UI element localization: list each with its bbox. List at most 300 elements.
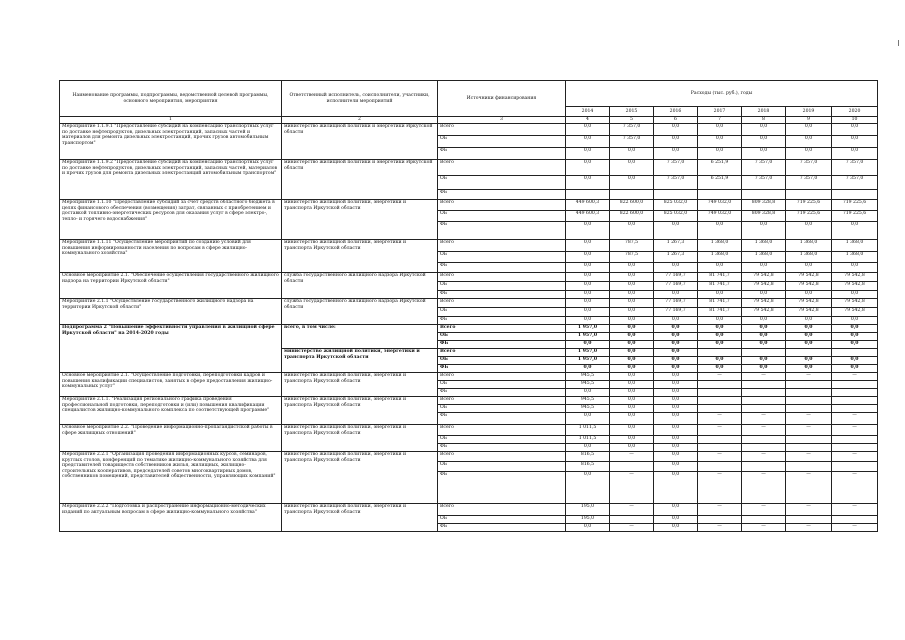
row-value-cell: — (610, 524, 654, 532)
row-value-cell (698, 389, 742, 397)
row-value-cell: 1 267,3 (654, 252, 698, 263)
header-year: 2015 (610, 107, 654, 117)
row-value-cell: 0,0 (832, 124, 878, 136)
row-value-cell: 719 225,6 (832, 211, 878, 222)
row-value-cell (786, 405, 832, 413)
row-value-cell: 0,0 (786, 222, 832, 240)
row-value-cell: 0,0 (832, 291, 878, 299)
row-value-cell: 79 542,8 (786, 299, 832, 308)
row-value-cell: 79 542,8 (786, 308, 832, 317)
row-source-cell: Всего (438, 397, 566, 405)
row-value-cell: — (786, 452, 832, 462)
row-value-cell: 0,0 (654, 333, 698, 341)
row-source-cell: ФБ (438, 190, 566, 200)
row-name-cell: Основное мероприятие 2.2. "Проведение информационно-пропагандистской работы в сфере жилищных отношений" (60, 425, 282, 452)
row-value-cell: 1 011,5 (566, 436, 610, 444)
row-value-cell: 0,0 (654, 317, 698, 325)
row-value-cell: — (832, 373, 878, 381)
row-value-cell: 1 368,0 (832, 240, 878, 252)
row-value-cell: 945,5 (566, 381, 610, 389)
header-col-expenses: Расходы (тыс. руб.), годы (566, 81, 878, 107)
row-value-cell (786, 349, 832, 357)
row-value-cell: 0,0 (654, 325, 698, 333)
row-name-cell: Мероприятие 1.1.11 "Осуществление мероприятий по созданию условий для повышения информированности населения по вопросам в сфере жилищно-коммунального хозяйства" (60, 240, 282, 273)
row-value-cell: 0,0 (610, 325, 654, 333)
row-value-cell: 0,0 (698, 357, 742, 365)
row-value-cell: 0,0 (566, 341, 610, 349)
row-value-cell (786, 462, 832, 472)
row-name-cell: Мероприятие 1.1.9.1 "Предоставление субсидий на компенсацию транспортных услуг по доставке нефтепродуктов, дизельных электростанций, запасных частей и материалов для ремонта дизельных электростанций, прочих грузов автомобильным транспортом" (60, 124, 282, 160)
row-value-cell: 0,0 (610, 413, 654, 425)
row-value-cell (786, 397, 832, 405)
row-source-cell: Всего (438, 504, 566, 516)
row-responsible-cell: министерство жилищной политики и энергетики Иркутской области (282, 160, 438, 200)
row-value-cell: 0,0 (654, 349, 698, 357)
row-source-cell: Всего (438, 349, 566, 357)
row-value-cell: 0,0 (566, 291, 610, 299)
row-value-cell: — (698, 524, 742, 532)
row-value-cell: — (786, 504, 832, 516)
row-value-cell: 1 267,3 (654, 240, 698, 252)
table-row (60, 373, 878, 381)
row-value-cell: 0,0 (654, 341, 698, 349)
row-source-cell: Всего (438, 160, 566, 176)
row-value-cell: 79 542,8 (832, 282, 878, 291)
row-name-cell: Мероприятие 1.1.10 "Предоставление субсидий за счет средств областного бюджета в целях финансового обеспечения (возмещения) затрат, связанных с приобретением и доставкой топливно-энергетических ресурсов для оказания услуг в сфере электро-, тепло- и горячего водоснабжения" (60, 200, 282, 240)
row-value-cell: 0,0 (610, 333, 654, 341)
row-value-cell: 0,0 (698, 341, 742, 349)
row-value-cell (832, 397, 878, 405)
row-value-cell (786, 436, 832, 444)
row-source-cell: ОБ (438, 252, 566, 263)
row-responsible-cell: министерство жилищной политики, энергетики и транспорта Иркутской области (282, 200, 438, 240)
row-value-cell (832, 405, 878, 413)
header-col-source: Источники финансирования (438, 81, 566, 117)
row-value-cell (832, 349, 878, 357)
row-value-cell (742, 389, 786, 397)
row-value-cell: 0,0 (742, 333, 786, 341)
row-value-cell: 0,0 (742, 325, 786, 333)
row-value-cell: 0,0 (610, 405, 654, 413)
row-value-cell: — (698, 413, 742, 425)
row-value-cell: 0,0 (566, 124, 610, 136)
row-value-cell: 0,0 (610, 291, 654, 299)
row-value-cell: 0,0 (832, 365, 878, 373)
column-index-cell: 7 (698, 117, 742, 124)
row-name-cell: Основное мероприятие 2.1. "Обеспечение осуществления государственного жилищного надзора на территории Иркутской области" (60, 273, 282, 299)
row-value-cell: 0,0 (566, 222, 610, 240)
row-value-cell: 77 169,7 (654, 308, 698, 317)
row-name-cell: Мероприятие 2.2.1 "Организация проведения информационных курсов, семинаров, круглых столов, конференций по тематике жилищно-коммунального хозяйства для представителей товариществ собственников жилья, жилищных, жилищно-строительных кооперативов, председателей советов многоквартирных домов, собственников помещений, представителей общественности, управляющих компаний" (60, 452, 282, 504)
row-value-cell: 1 368,0 (786, 240, 832, 252)
row-value-cell: 0,0 (654, 413, 698, 425)
row-value-cell: 0,0 (786, 357, 832, 365)
row-value-cell: 449 600,3 (566, 200, 610, 211)
row-value-cell: — (786, 425, 832, 436)
row-value-cell: 7 357,0 (742, 176, 786, 190)
row-source-cell: ОБ (438, 405, 566, 413)
row-value-cell: 0,0 (698, 124, 742, 136)
row-value-cell: 787,5 (610, 252, 654, 263)
header-col-name: Наименование программы, подпрограммы, ведомственной целевой программы, основного мероприятия, мероприятия (60, 81, 282, 117)
row-value-cell: 0,0 (742, 222, 786, 240)
subprogram-responsible-cell: всего, в том числе: (282, 325, 438, 349)
row-value-cell: — (832, 413, 878, 425)
budget-table (59, 80, 878, 532)
row-value-cell: 0,0 (832, 148, 878, 160)
row-value-cell: 0,0 (654, 462, 698, 472)
row-source-cell: ФБ (438, 389, 566, 397)
row-value-cell (742, 190, 786, 200)
row-value-cell (698, 462, 742, 472)
row-value-cell: 0,0 (610, 341, 654, 349)
row-value-cell: 7 357,0 (832, 160, 878, 176)
row-value-cell: 0,0 (786, 124, 832, 136)
row-value-cell: 719 225,6 (786, 211, 832, 222)
row-value-cell: 0,0 (742, 148, 786, 160)
row-value-cell: 0,0 (654, 389, 698, 397)
header-year: 2018 (742, 107, 786, 117)
budget-table-wrapper (59, 80, 877, 532)
column-index-cell: 1 (60, 117, 282, 124)
row-value-cell: 0,0 (610, 160, 654, 176)
row-source-cell: ОБ (438, 308, 566, 317)
row-value-cell (566, 190, 610, 200)
row-value-cell: 0,0 (654, 472, 698, 504)
row-value-cell: 0,0 (832, 136, 878, 148)
row-value-cell: 816,5 (566, 452, 610, 462)
row-value-cell: 0,0 (832, 333, 878, 341)
row-value-cell: 0,0 (566, 282, 610, 291)
row-source-cell: ФБ (438, 222, 566, 240)
row-value-cell: 0,0 (610, 273, 654, 282)
row-value-cell: 749 032,0 (698, 200, 742, 211)
row-value-cell: 749 032,0 (698, 211, 742, 222)
row-value-cell (742, 349, 786, 357)
header-year: 2017 (698, 107, 742, 117)
row-value-cell: — (786, 373, 832, 381)
row-value-cell: 1 368,0 (698, 240, 742, 252)
row-source-cell: ОБ (438, 462, 566, 472)
row-value-cell: 0,0 (610, 389, 654, 397)
row-name-cell: Мероприятие 2.2.2 "Подготовка и распространение информационно-методических изданий по актуальным вопросам в сфере жилищно-коммунального хозяйства" (60, 504, 282, 532)
row-value-cell: — (610, 472, 654, 504)
column-index-row (60, 117, 878, 124)
row-value-cell (742, 405, 786, 413)
row-value-cell: 787,5 (610, 240, 654, 252)
subprogram-responsible-cell: министерство жилищной политики, энергетики и транспорта Иркутской области (282, 349, 438, 373)
column-index-cell: 6 (654, 117, 698, 124)
row-value-cell: 1 957,0 (566, 357, 610, 365)
row-value-cell: 7 357,0 (742, 160, 786, 176)
row-value-cell: — (832, 524, 878, 532)
row-value-cell (786, 444, 832, 452)
table-row (60, 325, 878, 333)
row-value-cell: 0,0 (786, 291, 832, 299)
row-value-cell: — (742, 373, 786, 381)
column-index-cell: 9 (786, 117, 832, 124)
row-source-cell: ФБ (438, 472, 566, 504)
row-value-cell (742, 436, 786, 444)
row-responsible-cell: министерство жилищной политики, энергетики и транспорта Иркутской области (282, 397, 438, 425)
row-value-cell: 7 357,0 (610, 124, 654, 136)
row-value-cell: 0,0 (610, 299, 654, 308)
row-value-cell: — (742, 425, 786, 436)
row-source-cell: Всего (438, 299, 566, 308)
row-value-cell (786, 389, 832, 397)
row-source-cell: ОБ (438, 436, 566, 444)
row-value-cell: 825 032,0 (654, 200, 698, 211)
row-value-cell: 0,0 (566, 317, 610, 325)
row-value-cell (832, 389, 878, 397)
row-value-cell (698, 349, 742, 357)
row-value-cell: 0,0 (654, 136, 698, 148)
row-responsible-cell: министерство жилищной политики, энергетики и транспорта Иркутской области (282, 240, 438, 273)
row-value-cell: — (742, 504, 786, 516)
row-value-cell: 0,0 (654, 524, 698, 532)
row-value-cell: 0,0 (786, 333, 832, 341)
row-value-cell: 0,0 (654, 357, 698, 365)
row-value-cell: 0,0 (566, 148, 610, 160)
row-source-cell: ФБ (438, 291, 566, 299)
row-value-cell: 0,0 (786, 148, 832, 160)
row-source-cell: ОБ (438, 333, 566, 341)
row-value-cell: 0,0 (698, 365, 742, 373)
row-source-cell: Всего (438, 124, 566, 136)
row-value-cell: — (832, 472, 878, 504)
row-value-cell: 77 169,7 (654, 299, 698, 308)
row-value-cell (742, 381, 786, 389)
row-value-cell: 79 542,8 (786, 282, 832, 291)
row-source-cell: Всего (438, 273, 566, 282)
row-value-cell: 0,0 (742, 124, 786, 136)
row-source-cell: Всего (438, 240, 566, 252)
row-value-cell: 0,0 (610, 381, 654, 389)
row-value-cell: 0,0 (566, 308, 610, 317)
table-row (60, 273, 878, 282)
row-responsible-cell: министерство жилищной политики, энергетики и транспорта Иркутской области (282, 425, 438, 452)
row-responsible-cell: министерство жилищной политики и энергетики Иркутской области (282, 124, 438, 160)
row-value-cell (786, 190, 832, 200)
row-value-cell (698, 444, 742, 452)
row-name-cell: Мероприятие 2.1.1. "Реализация регионального графика проведения профессиональной подготовки, переподготовки и (или) повышения квалификации специалистов жилищно-коммунального комплекса по соответствующей программе" (60, 397, 282, 425)
row-value-cell: 0,0 (566, 365, 610, 373)
row-value-cell: 7 357,0 (786, 176, 832, 190)
row-value-cell: 0,0 (654, 381, 698, 389)
row-value-cell: 809 328,8 (742, 211, 786, 222)
row-value-cell: — (698, 425, 742, 436)
row-value-cell: 1 368,0 (698, 252, 742, 263)
row-value-cell: 0,0 (566, 472, 610, 504)
row-value-cell: 7 357,0 (786, 160, 832, 176)
row-value-cell: 0,0 (654, 373, 698, 381)
row-value-cell: 0,0 (566, 263, 610, 273)
row-value-cell: 0,0 (654, 425, 698, 436)
row-value-cell: 79 542,8 (742, 299, 786, 308)
row-value-cell: 6 251,9 (698, 160, 742, 176)
row-value-cell: 0,0 (566, 299, 610, 308)
row-value-cell: 0,0 (698, 317, 742, 325)
row-value-cell: 0,0 (610, 397, 654, 405)
row-value-cell: 1 368,0 (832, 252, 878, 263)
row-value-cell: 0,0 (786, 341, 832, 349)
row-value-cell: 79 542,8 (786, 273, 832, 282)
row-value-cell: 0,0 (654, 504, 698, 516)
row-source-cell: ФБ (438, 413, 566, 425)
row-value-cell: 0,0 (742, 317, 786, 325)
row-value-cell (742, 444, 786, 452)
row-source-cell: Всего (438, 452, 566, 462)
row-value-cell: 0,0 (786, 325, 832, 333)
row-value-cell: 719 225,6 (832, 200, 878, 211)
row-value-cell: 0,0 (566, 252, 610, 263)
row-value-cell: — (742, 413, 786, 425)
row-value-cell: 0,0 (742, 341, 786, 349)
row-value-cell (698, 405, 742, 413)
row-value-cell: 0,0 (610, 425, 654, 436)
row-value-cell (698, 190, 742, 200)
row-value-cell: 945,5 (566, 405, 610, 413)
row-value-cell: 0,0 (832, 325, 878, 333)
row-value-cell: — (610, 504, 654, 516)
column-index-cell: 4 (566, 117, 610, 124)
row-value-cell: 6 251,9 (698, 176, 742, 190)
row-value-cell: — (610, 452, 654, 462)
row-source-cell: ОБ (438, 357, 566, 365)
row-value-cell (742, 462, 786, 472)
row-name-cell: Основное мероприятие 2.1. "Осуществление подготовки, переподготовки кадров и повышения квалификации специалистов, занятых в сфере предоставления жилищно-коммунальных услуг" (60, 373, 282, 397)
margin-mark (898, 40, 899, 46)
row-value-cell: 0,0 (832, 222, 878, 240)
row-value-cell: 79 542,8 (742, 273, 786, 282)
row-source-cell: ФБ (438, 365, 566, 373)
row-source-cell: ОБ (438, 136, 566, 148)
row-value-cell: 0,0 (786, 365, 832, 373)
row-responsible-cell: министерство жилищной политики, энергетики и транспорта Иркутской области (282, 373, 438, 397)
table-row (60, 397, 878, 405)
row-value-cell: 0,0 (610, 365, 654, 373)
header-year: 2019 (786, 107, 832, 117)
row-value-cell: 0,0 (742, 357, 786, 365)
row-value-cell: 195,0 (566, 504, 610, 516)
row-value-cell: 449 600,3 (566, 211, 610, 222)
subprogram-name-cell: Подпрограмма 2 "Повышение эффективности управления в жилищной сфере Иркутской области" на 2014-2020 годы (60, 325, 282, 373)
column-index-cell: 2 (282, 117, 438, 124)
row-responsible-cell: служба государственного жилищного надзора Иркутской области (282, 273, 438, 299)
row-value-cell: 0,0 (654, 263, 698, 273)
row-value-cell: 0,0 (610, 317, 654, 325)
row-value-cell: — (742, 472, 786, 504)
row-value-cell: 1 368,0 (742, 240, 786, 252)
table-row (60, 299, 878, 308)
row-value-cell: 0,0 (654, 516, 698, 524)
row-responsible-cell: министерство жилищной политики, энергетики и транспорта Иркутской области (282, 452, 438, 504)
row-value-cell: — (698, 472, 742, 504)
row-value-cell: 0,0 (786, 136, 832, 148)
row-value-cell: 822 600,0 (610, 211, 654, 222)
row-value-cell (832, 190, 878, 200)
row-value-cell: — (698, 452, 742, 462)
row-value-cell: 0,0 (654, 436, 698, 444)
row-value-cell: 0,0 (566, 524, 610, 532)
row-value-cell: 0,0 (742, 365, 786, 373)
row-value-cell: 809 328,8 (742, 200, 786, 211)
row-value-cell: 816,5 (566, 462, 610, 472)
table-row (60, 124, 878, 136)
row-value-cell: 1 957,0 (566, 333, 610, 341)
row-value-cell: 79 542,8 (742, 282, 786, 291)
row-value-cell: 0,0 (654, 148, 698, 160)
row-value-cell: — (786, 472, 832, 504)
row-value-cell: 0,0 (610, 373, 654, 381)
row-value-cell: 0,0 (698, 148, 742, 160)
table-row (60, 160, 878, 176)
row-value-cell: 0,0 (654, 365, 698, 373)
row-value-cell (610, 516, 654, 524)
row-value-cell (742, 516, 786, 524)
row-value-cell: 0,0 (698, 263, 742, 273)
row-value-cell (698, 516, 742, 524)
row-value-cell (832, 444, 878, 452)
row-value-cell: 0,0 (742, 263, 786, 273)
row-value-cell: 1 957,0 (566, 325, 610, 333)
row-value-cell: 195,0 (566, 516, 610, 524)
row-value-cell: 0,0 (566, 160, 610, 176)
row-value-cell (832, 462, 878, 472)
row-value-cell: 0,0 (654, 452, 698, 462)
row-value-cell: 81 741,7 (698, 282, 742, 291)
row-value-cell: 0,0 (654, 444, 698, 452)
row-value-cell: 7 357,0 (610, 136, 654, 148)
row-value-cell: 0,0 (654, 124, 698, 136)
row-value-cell: — (786, 413, 832, 425)
row-value-cell: 0,0 (566, 413, 610, 425)
row-value-cell: 79 542,8 (832, 273, 878, 282)
row-source-cell: ФБ (438, 444, 566, 452)
table-row (60, 504, 878, 516)
row-value-cell: 0,0 (610, 148, 654, 160)
row-value-cell: 0,0 (610, 444, 654, 452)
row-value-cell: 0,0 (654, 222, 698, 240)
row-value-cell: — (832, 504, 878, 516)
row-value-cell (698, 381, 742, 389)
row-value-cell: 77 169,7 (654, 273, 698, 282)
row-value-cell: 0,0 (610, 263, 654, 273)
row-value-cell: — (832, 452, 878, 462)
row-value-cell: 0,0 (698, 333, 742, 341)
row-responsible-cell: служба государственного жилищного надзора Иркутской области (282, 299, 438, 325)
row-value-cell: 0,0 (654, 405, 698, 413)
row-value-cell: 0,0 (566, 136, 610, 148)
row-value-cell: 822 600,0 (610, 200, 654, 211)
column-index-cell: 5 (610, 117, 654, 124)
table-row (60, 425, 878, 436)
row-source-cell: ОБ (438, 516, 566, 524)
row-value-cell: 0,0 (832, 317, 878, 325)
row-value-cell (698, 436, 742, 444)
column-index-cell: 3 (438, 117, 566, 124)
row-value-cell (786, 516, 832, 524)
header-col-responsible: Ответственный исполнитель, соисполнители, участники, исполнители мероприятий (282, 81, 438, 117)
row-source-cell: ОБ (438, 176, 566, 190)
row-value-cell: 0,0 (566, 273, 610, 282)
row-value-cell: 0,0 (610, 222, 654, 240)
column-index-cell: 10 (832, 117, 878, 124)
row-value-cell: — (786, 524, 832, 532)
row-value-cell (654, 190, 698, 200)
row-value-cell (610, 462, 654, 472)
row-value-cell: 0,0 (698, 222, 742, 240)
